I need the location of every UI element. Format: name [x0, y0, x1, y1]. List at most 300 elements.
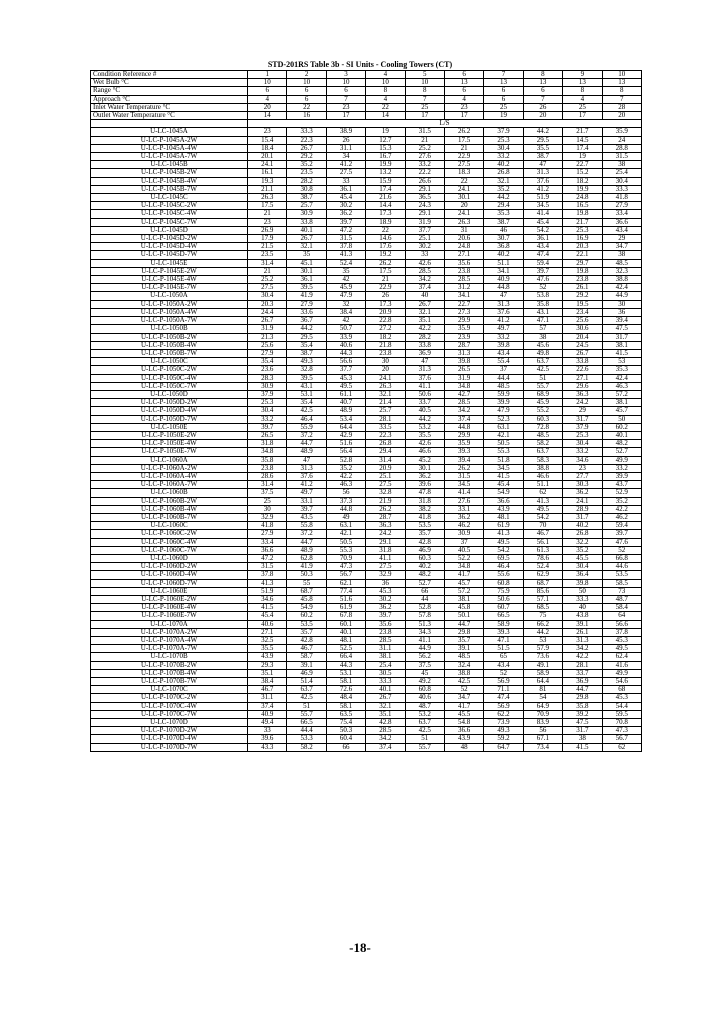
flow-value: 63.7: [523, 448, 562, 456]
condition-value: 4: [366, 95, 405, 103]
flow-value: 26.2: [366, 505, 405, 513]
model-name: U-LC-1050D: [91, 390, 248, 398]
flow-value: 35.2: [484, 185, 523, 193]
flow-value: 57.8: [405, 612, 444, 620]
flow-value: 63.5: [326, 710, 365, 718]
flow-value: 20: [366, 366, 405, 374]
flow-value: 58.3: [523, 456, 562, 464]
condition-value: 6: [484, 87, 523, 95]
flow-value: 46.4: [287, 415, 326, 423]
flow-value: 35.3: [484, 210, 523, 218]
flow-value: 26.1: [563, 284, 602, 292]
condition-row: [91, 95, 642, 103]
condition-value: 23: [326, 103, 365, 111]
condition-value: 17: [405, 112, 444, 120]
flow-value: 27.5: [366, 481, 405, 489]
flow-value: 19: [366, 128, 405, 136]
flow-value: 21.1: [248, 185, 287, 193]
condition-value: 13: [563, 79, 602, 87]
flow-value: 58.7: [287, 653, 326, 661]
flow-value: 38.7: [523, 153, 562, 161]
table-row: [91, 710, 642, 718]
flow-value: 73.9: [484, 719, 523, 727]
flow-value: 36.1: [287, 276, 326, 284]
flow-value: 30.1: [444, 194, 483, 202]
flow-value: 59.2: [484, 735, 523, 743]
flow-value: 14.6: [366, 235, 405, 243]
flow-value: 32.1: [405, 308, 444, 316]
flow-value: 40.2: [484, 251, 523, 259]
flow-value: 44.4: [287, 727, 326, 735]
flow-value: 30.4: [602, 177, 641, 185]
flow-value: 48.5: [523, 431, 562, 439]
flow-value: 33.2: [484, 153, 523, 161]
model-name: U-LC-1050E: [91, 423, 248, 431]
flow-value: 55.7: [523, 382, 562, 390]
flow-value: 50.6: [405, 390, 444, 398]
flow-value: 31.8: [248, 440, 287, 448]
flow-value: 47.8: [405, 489, 444, 497]
flow-value: 53.2: [405, 423, 444, 431]
flow-value: 55.4: [484, 358, 523, 366]
table-row: [91, 686, 642, 694]
flow-value: 31.3: [484, 300, 523, 308]
flow-value: 70.9: [326, 554, 365, 562]
flow-value: 35.7: [287, 628, 326, 636]
flow-value: 45.7: [444, 579, 483, 587]
model-name: U-LC-P-1050D-4W: [91, 407, 248, 415]
flow-value: 37: [484, 366, 523, 374]
flow-value: 42.2: [563, 653, 602, 661]
flow-value: 44.2: [405, 415, 444, 423]
flow-value: 47.1: [484, 637, 523, 645]
flow-value: 61.3: [523, 546, 562, 554]
table-row: [91, 267, 642, 275]
flow-value: 40.9: [484, 276, 523, 284]
flow-value: 39.3: [484, 628, 523, 636]
model-name: U-LC-P-1050E-2W: [91, 431, 248, 439]
model-name: U-LC-P-1070C-4W: [91, 702, 248, 710]
flow-value: 45.7: [602, 407, 641, 415]
flow-value: 42.5: [444, 678, 483, 686]
model-name: U-LC-P-1050A-7W: [91, 317, 248, 325]
flow-value: 31.5: [444, 472, 483, 480]
flow-value: 35.4: [287, 341, 326, 349]
flow-value: 26.8: [366, 440, 405, 448]
flow-value: 26: [366, 292, 405, 300]
table-row: [91, 489, 642, 497]
flow-value: 24.5: [563, 341, 602, 349]
flow-value: 68.7: [523, 579, 562, 587]
table-row: [91, 374, 642, 382]
flow-value: 39.8: [484, 341, 523, 349]
model-name: U-LC-P-1060C-7W: [91, 546, 248, 554]
model-name: U-LC-P-1050C-7W: [91, 382, 248, 390]
flow-value: 35.4: [248, 358, 287, 366]
flow-value: 68: [602, 686, 641, 694]
flow-value: 19.2: [366, 251, 405, 259]
flow-value: 36.6: [248, 546, 287, 554]
unit-label: L/S: [248, 120, 642, 128]
flow-value: 20.4: [563, 333, 602, 341]
model-name: U-LC-P-1060A-7W: [91, 481, 248, 489]
flow-value: 50.5: [484, 440, 523, 448]
flow-value: 14.5: [563, 136, 602, 144]
flow-value: 34.7: [444, 694, 483, 702]
condition-value: 8: [366, 87, 405, 95]
condition-value: 6: [444, 71, 483, 79]
condition-value: 13: [484, 79, 523, 87]
flow-value: 40.5: [405, 407, 444, 415]
flow-value: 36.8: [484, 243, 523, 251]
flow-value: 47.3: [326, 563, 365, 571]
flow-value: 31.9: [405, 218, 444, 226]
flow-value: 35.2: [563, 546, 602, 554]
flow-value: 20.3: [248, 300, 287, 308]
flow-value: 16.7: [366, 153, 405, 161]
flow-value: 30.2: [366, 596, 405, 604]
flow-value: 22.2: [405, 169, 444, 177]
flow-value: 56.2: [405, 653, 444, 661]
flow-value: 22.6: [563, 366, 602, 374]
flow-value: 50.3: [287, 571, 326, 579]
flow-value: 54.2: [484, 546, 523, 554]
flow-value: 45.5: [563, 554, 602, 562]
condition-value: 9: [563, 71, 602, 79]
flow-value: 41.2: [326, 161, 365, 169]
flow-value: 29.9: [444, 431, 483, 439]
table-row: [91, 448, 642, 456]
flow-value: 61.1: [326, 390, 365, 398]
flow-value: 38.1: [366, 653, 405, 661]
flow-value: 53.2: [405, 710, 444, 718]
flow-value: 24.1: [444, 185, 483, 193]
flow-value: 54.2: [523, 513, 562, 521]
flow-value: 44.8: [326, 505, 365, 513]
flow-value: 37.9: [248, 390, 287, 398]
condition-value: 8: [405, 87, 444, 95]
flow-value: 26.3: [366, 382, 405, 390]
flow-value: 45.9: [523, 399, 562, 407]
flow-value: 12.7: [366, 136, 405, 144]
flow-value: 16.1: [248, 169, 287, 177]
model-name: U-LC-P-1045A-4W: [91, 144, 248, 152]
flow-value: 36.2: [563, 489, 602, 497]
flow-value: 51.9: [523, 194, 562, 202]
flow-value: 28.5: [444, 276, 483, 284]
flow-value: 47.4: [523, 251, 562, 259]
flow-value: 46.3: [326, 481, 365, 489]
condition-label: Inlet Water Temperature °C: [91, 103, 248, 111]
flow-value: 37.8: [602, 628, 641, 636]
flow-value: 23.4: [563, 308, 602, 316]
flow-value: 31.3: [523, 169, 562, 177]
flow-value: 46: [484, 226, 523, 234]
flow-value: 48.2: [405, 571, 444, 579]
model-name: U-LC-1070A: [91, 620, 248, 628]
flow-value: 48.7: [405, 702, 444, 710]
flow-value: 34.3: [405, 628, 444, 636]
flow-value: 41.3: [484, 530, 523, 538]
flow-value: 33.7: [405, 399, 444, 407]
flow-value: 30.9: [287, 210, 326, 218]
flow-value: 54.8: [444, 719, 483, 727]
flow-value: 44.7: [287, 538, 326, 546]
flow-value: 35.7: [444, 637, 483, 645]
table-row: [91, 366, 642, 374]
flow-value: 23.8: [366, 349, 405, 357]
flow-value: 36.6: [602, 218, 641, 226]
model-name: U-LC-P-1070D-7W: [91, 743, 248, 751]
flow-value: 27.7: [563, 472, 602, 480]
table-row: [91, 645, 642, 653]
flow-value: 27.1: [444, 251, 483, 259]
flow-value: 42.5: [523, 366, 562, 374]
flow-value: 39.7: [287, 505, 326, 513]
condition-value: 6: [444, 87, 483, 95]
flow-value: 54.6: [602, 678, 641, 686]
condition-value: 6: [326, 87, 365, 95]
flow-value: 37.6: [405, 374, 444, 382]
flow-value: 33.4: [248, 538, 287, 546]
condition-value: 13: [602, 79, 641, 87]
flow-value: 41.5: [484, 472, 523, 480]
flow-value: 35.6: [444, 259, 483, 267]
flow-value: 62: [523, 489, 562, 497]
flow-value: 38: [602, 251, 641, 259]
model-name: U-LC-P-1070A-4W: [91, 637, 248, 645]
flow-value: 33.9: [326, 333, 365, 341]
flow-value: 49.1: [523, 661, 562, 669]
flow-value: 43.9: [484, 505, 523, 513]
flow-value: 70.8: [602, 719, 641, 727]
flow-value: 66.5: [484, 612, 523, 620]
flow-value: 55.6: [484, 571, 523, 579]
flow-value: 46.6: [405, 448, 444, 456]
flow-value: 42.1: [326, 530, 365, 538]
flow-value: 51.6: [326, 596, 365, 604]
flow-value: 72.8: [523, 423, 562, 431]
flow-value: 18.2: [563, 177, 602, 185]
page-number: -18-: [349, 940, 371, 955]
flow-value: 52.5: [326, 645, 365, 653]
model-name: U-LC-P-1070C-2W: [91, 694, 248, 702]
flow-value: 25.1: [405, 235, 444, 243]
model-name: U-LC-1050B: [91, 325, 248, 333]
flow-value: 29.3: [248, 661, 287, 669]
flow-value: 51.3: [405, 620, 444, 628]
flow-value: 27.5: [248, 284, 287, 292]
flow-value: 44.3: [326, 661, 365, 669]
condition-value: 6: [523, 87, 562, 95]
flow-value: 30.1: [405, 464, 444, 472]
flow-value: 57.1: [523, 596, 562, 604]
flow-value: 49.5: [326, 382, 365, 390]
flow-value: 24.1: [444, 210, 483, 218]
flow-value: 21.7: [563, 218, 602, 226]
flow-value: 59.4: [523, 259, 562, 267]
condition-value: 22: [287, 103, 326, 111]
table-row: [91, 349, 642, 357]
flow-value: 25.3: [484, 136, 523, 144]
flow-value: 27.6: [405, 153, 444, 161]
flow-value: 36: [602, 308, 641, 316]
flow-value: 31.4: [248, 259, 287, 267]
flow-value: 75.4: [326, 719, 365, 727]
flow-value: 40.2: [484, 161, 523, 169]
flow-value: 31.3: [287, 464, 326, 472]
flow-value: 34.2: [563, 645, 602, 653]
flow-value: 61.9: [326, 604, 365, 612]
table-row: [91, 284, 642, 292]
flow-value: 55.7: [405, 743, 444, 751]
table-row: [91, 194, 642, 202]
flow-value: 33.2: [484, 333, 523, 341]
flow-value: 30.3: [563, 481, 602, 489]
flow-value: 41.8: [248, 522, 287, 530]
flow-value: 35: [326, 267, 365, 275]
flow-value: 26.7: [366, 694, 405, 702]
flow-value: 34.8: [444, 563, 483, 571]
flow-value: 52.2: [444, 554, 483, 562]
flow-value: 49.9: [602, 456, 641, 464]
flow-value: 39.1: [444, 645, 483, 653]
flow-value: 49.5: [602, 645, 641, 653]
flow-value: 44.3: [326, 349, 365, 357]
flow-value: 40.5: [444, 546, 483, 554]
model-name: U-LC-P-1070C-7W: [91, 710, 248, 718]
flow-value: 39.6: [248, 735, 287, 743]
flow-value: 42: [326, 276, 365, 284]
flow-value: 33.3: [287, 128, 326, 136]
flow-value: 36.2: [405, 472, 444, 480]
flow-value: 35.2: [326, 464, 365, 472]
flow-value: 29.7: [563, 259, 602, 267]
flow-value: 68.7: [287, 587, 326, 595]
flow-value: 29.5: [523, 136, 562, 144]
flow-value: 45.4: [484, 481, 523, 489]
flow-value: 41.5: [248, 604, 287, 612]
model-name: U-LC-P-1060B-7W: [91, 513, 248, 521]
flow-value: 19.5: [563, 300, 602, 308]
condition-value: 17: [563, 112, 602, 120]
flow-value: 46.3: [602, 382, 641, 390]
flow-value: 45: [405, 669, 444, 677]
flow-value: 27.2: [366, 325, 405, 333]
flow-value: 19.8: [563, 267, 602, 275]
flow-value: 54.4: [602, 702, 641, 710]
model-name: U-LC-1070B: [91, 653, 248, 661]
flow-value: 25.3: [248, 399, 287, 407]
flow-value: 30.8: [287, 185, 326, 193]
flow-value: 23.8: [444, 267, 483, 275]
flow-value: 45.5: [444, 710, 483, 718]
flow-value: 31.1: [326, 144, 365, 152]
flow-value: 47.9: [326, 292, 365, 300]
flow-value: 26.5: [248, 431, 287, 439]
flow-value: 46.9: [405, 546, 444, 554]
flow-value: 39.1: [563, 620, 602, 628]
flow-value: 16.5: [563, 202, 602, 210]
flow-value: 31.7: [563, 513, 602, 521]
flow-value: 23.9: [444, 333, 483, 341]
unit-row: [91, 120, 642, 128]
flow-value: 25.7: [366, 407, 405, 415]
model-name: U-LC-P-1060A-4W: [91, 472, 248, 480]
flow-value: 32.1: [366, 702, 405, 710]
flow-value: 52.8: [326, 456, 365, 464]
flow-value: 75: [523, 612, 562, 620]
flow-value: 60.4: [326, 735, 365, 743]
flow-value: 52.4: [326, 259, 365, 267]
condition-value: 26: [523, 103, 562, 111]
flow-value: 28.8: [602, 144, 641, 152]
flow-value: 43.5: [287, 513, 326, 521]
flow-value: 33.2: [602, 464, 641, 472]
flow-value: 48.1: [484, 513, 523, 521]
flow-value: 55.2: [523, 407, 562, 415]
flow-value: 42.4: [602, 374, 641, 382]
model-name: U-LC-P-1070B-7W: [91, 678, 248, 686]
flow-value: 51: [405, 735, 444, 743]
flow-value: 33.2: [248, 415, 287, 423]
flow-value: 34.6: [563, 456, 602, 464]
condition-value: 10: [602, 71, 641, 79]
flow-value: 39.7: [366, 612, 405, 620]
flow-value: 33.3: [366, 678, 405, 686]
flow-value: 37.7: [326, 366, 365, 374]
flow-value: 43.4: [484, 349, 523, 357]
table-row: [91, 317, 642, 325]
condition-value: 7: [523, 95, 562, 103]
model-name: U-LC-1050A: [91, 292, 248, 300]
flow-value: 43.4: [484, 661, 523, 669]
table-row: [91, 628, 642, 636]
flow-value: 52.9: [602, 489, 641, 497]
flow-value: 27.9: [248, 349, 287, 357]
flow-value: 38: [523, 333, 562, 341]
flow-value: 49.7: [484, 325, 523, 333]
flow-value: 39.7: [248, 423, 287, 431]
table-row: [91, 497, 642, 505]
flow-value: 42.2: [602, 505, 641, 513]
flow-value: 48: [444, 743, 483, 751]
flow-value: 28.2: [287, 177, 326, 185]
flow-value: 38.2: [405, 505, 444, 513]
flow-value: 41.7: [444, 702, 483, 710]
flow-value: 21: [248, 210, 287, 218]
model-name: U-LC-P-1060A-2W: [91, 464, 248, 472]
model-name: U-LC-P-1045C-2W: [91, 202, 248, 210]
flow-value: 57.2: [444, 587, 483, 595]
flow-value: 29.9: [444, 317, 483, 325]
flow-value: 28.3: [248, 374, 287, 382]
flow-value: 20.1: [248, 153, 287, 161]
model-name: U-LC-P-1060B-4W: [91, 505, 248, 513]
flow-value: 73.6: [523, 653, 562, 661]
model-name: U-LC-P-1070B-4W: [91, 669, 248, 677]
table-row: [91, 415, 642, 423]
condition-value: 20: [523, 112, 562, 120]
flow-value: 51.6: [326, 440, 365, 448]
flow-value: 31.8: [405, 497, 444, 505]
flow-value: 29.5: [287, 333, 326, 341]
flow-value: 36.1: [523, 235, 562, 243]
flow-value: 24: [602, 136, 641, 144]
model-name: U-LC-P-1060D-4W: [91, 571, 248, 579]
flow-value: 47.2: [326, 226, 365, 234]
flow-value: 56.7: [326, 571, 365, 579]
